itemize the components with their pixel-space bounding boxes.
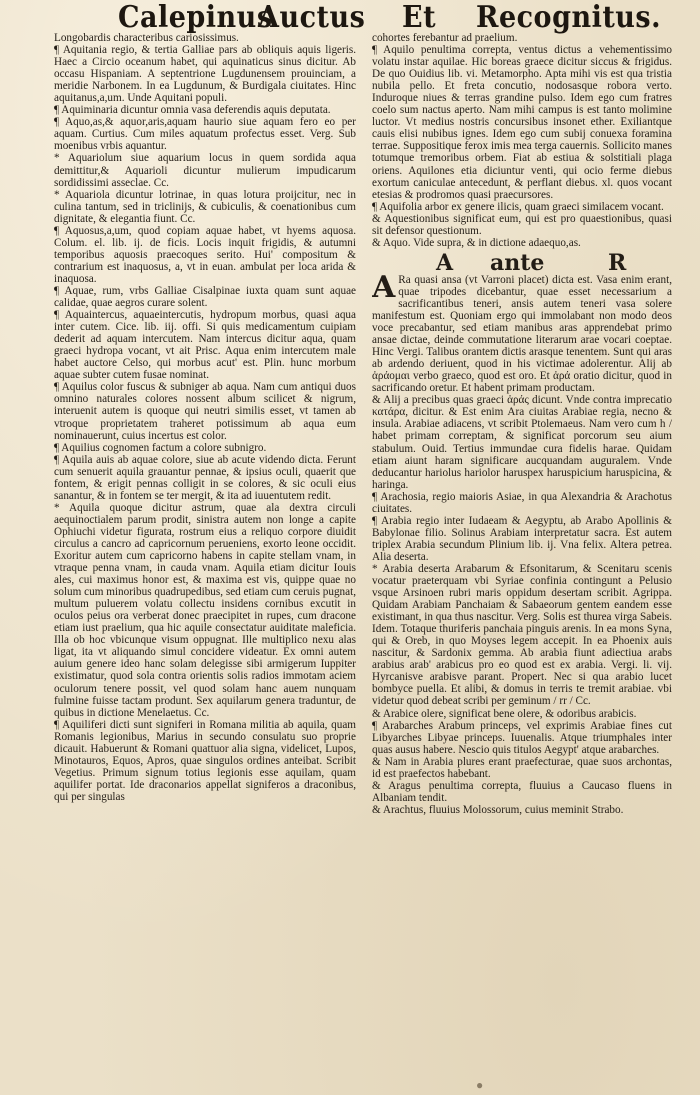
- entry: ¶ Aquaintercus, aquaeintercutis, hydropum morbus, quasi aqua inter cutem. Cice. lib. iij. offi. Si quis medicamentum cuipiam dederit ad aquam intercutem. Nam intercus dicitur aqua, quam graeci hydropa vocant, vt ait Prisc. Aqua enim intercutem male habet auctore Celso, qui morbus acut' est. Plin. hunc morbum aquae subter cutem fusae nominat.: [54, 309, 356, 382]
- entry: ¶ Arachosia, regio maioris Asiae, in qua Alexandria & Arachotus ciuitates.: [372, 490, 672, 515]
- entry: ¶ Aquila auis ab aquae colore, siue ab acute videndo dicta. Ferunt cum senuerit aquila grauantur pennae, & ipsius oculi, quaerit que fontem, & erigit pennas colligit in se colores, & sic oculi eius sanantur, & in fontem se ter mergit, & ita ad iuuentutem redit.: [54, 453, 356, 502]
- left-column: [54, 32, 356, 1072]
- entry: & Aragus penultima correpta, fluuius a Caucaso fluens in Albaniam tendit.: [372, 779, 672, 804]
- entry: & Arabice olere, significat bene olere, & odoribus arabicis.: [372, 707, 637, 720]
- entry: ¶ Arabarches Arabum princeps, vel exprimis Arabiae fines cut Libyarches Libyae princeps. Iuuenalis. Atque triumphales inter quas ausus habere. Nescio quis titulos Aegypt' atque arabarches.: [372, 719, 672, 756]
- entry-text: Ra quasi ansa (vt Varroni placet) dicta est. Vasa enim erant, quae tripodes dicebantur, quae esset necessarium a sacrificantibus teneri, ansis autem teneri vasa solere manifestum est. Quoniam ergo qui immolabant non modo deos voce precabantur, sed etiam manibus aras apprendebat primo ansae dictae, deinde commutatione literarum arae vocari coeptae. Hinc Vergi. Talibus orantem dictis arasque tenentem. Sunt qui aras ab ardendo deriuent, quod in his victimae adolerentur. Alij ab ἀράομαι verbo graeco, quod est oro. Et ἀρά oratio dicitur, quod in sacrificando oretur. Et habent primam productam.: [372, 273, 672, 395]
- entry: ¶ Aquae, rum, vrbs Galliae Cisalpinae iuxta quam sunt aquae calidae, quae aegros curare solent.: [54, 284, 356, 310]
- entry: & Nam in Arabia plures erant praefecturae, quae suos archontas, id est praefectos habebant.: [372, 755, 672, 780]
- entry: ¶ Aquosus,a,um, quod copiam aquae habet, vt hyems aquosa. Colum. el. lib. ij. de ficis. Locis inquit frigidis, & autumni temporibus aquosis praecoques serito. Hui' compositum & contrarium est inaquosus, a, vt in euan. ambulat per loca arida & inaquosa.: [54, 224, 356, 285]
- entry: ¶ Aquiminaria dicuntur omnia vasa deferendis aquis deputata.: [54, 104, 331, 117]
- footer-ornament-icon: ●: [476, 1078, 484, 1092]
- header-word-et: Et: [402, 0, 437, 35]
- entry: * Aquariolum siue aquarium locus in quem sordida aqua demittitur,& Aquarioli dicuntur mulierum impudicarum sordidissimi asseclae. Cc.: [54, 152, 356, 189]
- entry: * Arabia deserta Arabarum & Efsonitarum, & Scenitaru scenis vocatur praeterquam vbi Syriae confinia contingunt a Pelusio vsque Arsinoen rubri maris oppidum desertam scribit. Agrippa. Quidam Arabiam Panchaiam & Sabaeorum gentem eandem esse existimant, in qua thus nascitur. Verg. Solis est thurea virga Sabeis. Idem. Totaque thuriferis panchaia pinguis arenis. In ea mons Syna, qui & Oreb, in quo Moyses legem accepit. In ea Phoenix auis nascitur, & Sardonix gemma. Ab arabia fiunt adiectiua arabs arabius arab' arabicus pro eo quod est ex arabia. Vergi. li. vij. Hyrcanisve arabisve parant. Propert. Nec si qua arabio lucet bombyce puella. Et alibi, & domus in terris te tremit arabiae. vbi videtur quod debeat scribi per geminum / rr / Cc.: [372, 562, 672, 708]
- drop-cap-a: A: [372, 269, 396, 305]
- header-word-recognitus: Recognitus.: [476, 0, 662, 35]
- entry: cohortes ferebantur ad praelium.: [372, 32, 518, 44]
- entry: ¶ Arabia regio inter Iudaeam & Aegyptu, ab Arabo Apollinis & Babylonae filio. Solinus Arabiam interpretatur sacra. Est autem triplex Arabia secundum Plinium lib. ij. Vna felix. Altera petrea. Alia deserta.: [372, 514, 672, 563]
- entry: ¶ Aquo,as,& aquor,aris,aquam haurio siue aquam fero eo per aquam. Curtius. Cum miles aquatum profectus esset. Verg. Sub moenibus vrbis aquantur.: [54, 116, 356, 153]
- entry: ¶ Aquilus color fuscus & subniger ab aqua. Nam cum antiqui duos omnino naturales colores nossent album scilicet & nigrum, interuenit autem is quoque qui neutri similis esset, vt tamen ab vtroque proprietatem traheret potissimum ab aqua eum nominauerunt, cuius incertus est color.: [54, 381, 356, 442]
- header-word-calepinus: Calepinus: [118, 0, 273, 35]
- entry: & Arachtus, fluuius Molossorum, cuius meminit Strabo.: [372, 803, 624, 816]
- entry: & Aquestionibus significat eum, qui est pro quaestionibus, quasi sit defensor questionum.: [372, 212, 672, 237]
- entry: Longobardis characteribus cariosissimus.: [54, 32, 239, 44]
- entry: ¶ Aquifolia arbor ex genere ilicis, quam graeci similacem vocant.: [372, 200, 664, 213]
- section-heading-a: A: [436, 249, 454, 276]
- entry: ¶ Aquilius cognomen factum a colore subnigro.: [54, 441, 267, 454]
- entry: * Aquila quoque dicitur astrum, quae ala dextra circuli aequinoctialem parum prodit, sinistra autem non longe a capite Ophiuchi videtur figurata, rostrum eius a reliquo corpore diuidit circulus a cancro ad capricornum perueniens, exorto leone occidit. Exoritur autem cum capricorno habens in capite stellam vnam, in vtraque penna vnam, in cauda vnam. Aquila etiam dicitur Iouis ales, cui maximus honor est, & maxima est vis, quippe quae no solum cum minoribus quadrupedibus, sed etiam cum ceruis pugnat, multum puluerem volatu collectu insidens cornibus excutit in oculos peius ora verberat donec praecipitet in rupes, cum dracone etiam iust praelium, qua hic aquile consectatur auiditate maleficia. Illa ob hoc vbicunque visum oppugnat. Ille multiplico nexu alas ligat, ita vt aliquando simul concidere videatur. Ex omni autem auium genere ideo hanc solam delegisse sibi armigerum Iuppiter existimatur, quod sola contra orientis solis radios immotam aciem oculorum tenere possit, vel quod solam hanc auem nunquam fulmine fuisse tactam produnt. Sex aquilarum genera traduntur, de quibus in dictione Menelaetus. Cc.: [54, 501, 356, 719]
- entry: ¶ Aquilo penultima correpta, ventus dictus a vehementissimo volatu instar aquilae. Hic boreas graece dicitur siccus & frigidus. De quo Ouidius lib. vi. Metamorpho. Apta mihi vis est qua tristia nubila pello. Et freta concutio, nodosasque robora verto. Induroque niues & terras grandine pulso. Idem ego cum fratres coelo sum nactus aperto. Nam mihi campus is est tanto molimine luctor. Vt medius nostris concursibus insonet ether. Exiliantque cauis elisi nubibus ignes. Idem ego cum subij conuexa foramina terrae. Suppositique ferox imis mea terga cauernis. Sollicito manes totumque tremoribus orbem. Fiat ab estiua & solstitiali plaga oriens. Aquilones etia diciuntur venti, qui ocio ferme diebus exortum caniculae antecedunt, & perflant diebus. xl. quos vocant etesias & prodromos quasi praecursores.: [372, 44, 672, 201]
- section-heading-r: R: [608, 249, 627, 276]
- entry: ¶ Aquiliferi dicti sunt signiferi in Romana militia ab aquila, quam Romanis legionibus, Marius in secundo consulatu suo proprie dicauit. Habuerunt & Romani quattuor alia signa, videlicet, Lupos, Minotauros, Equos, Apros, quae singulos ordines anteibat. Scribit Vegetius. Primum signum totius legionis esse aquilam, quam aquilifer portat. Ide draconarios appellat signiferos a draconibus, qui per singulas: [54, 718, 356, 803]
- entry: * Aquariola dicuntur lotrinae, in quas lotura proijcitur, nec in culina tantum, sed in triclinijs, & cubiculis, & coenationibus cum dignitate, & elegantia fiunt. Cc.: [54, 188, 356, 225]
- entry: & Alij a precibus quas graeci ἀράς dicunt. Vnde contra imprecatio κατάρα, dicitur. & Est enim Ara ciuitas Arabiae regia, necno & insula. Arabiae adiacens, vt scribit Ptolemaeus. Nam vero cum h / habet primam correptam, & significat porcorum seu aium stabulum. Ouid. Tertius immundae cura fidelis harae. Quidam etiam aiunt haram significare aucquandam auguralem. Vnde deducantur hariolus hariolor haruspex haruspicium haruspicina, & haringa.: [372, 394, 672, 491]
- section-heading-a-ante-r: [372, 249, 672, 276]
- entry: ¶ Aquitania regio, & tertia Galliae pars ab obliquis aquis ligeris. Haec a Circio oceanum habet, qui aquinaticus sinus dicitur. Ab occasu Hispaniam. A septentrione Lugdunensem prouinciam, a meridie Narbonem. In ea Lugdunum, & Burdigala ciuitates. Hinc aquitanus,a,um. Unde Aquitani populi.: [54, 44, 356, 105]
- entry: & Aquo. Vide supra, & in dictione adaequo,as.: [372, 236, 581, 249]
- entry-ara: [372, 269, 672, 395]
- section-heading-ante: ante: [490, 249, 545, 276]
- right-column: [372, 32, 672, 1072]
- header-word-auctus: Auctus: [258, 0, 366, 35]
